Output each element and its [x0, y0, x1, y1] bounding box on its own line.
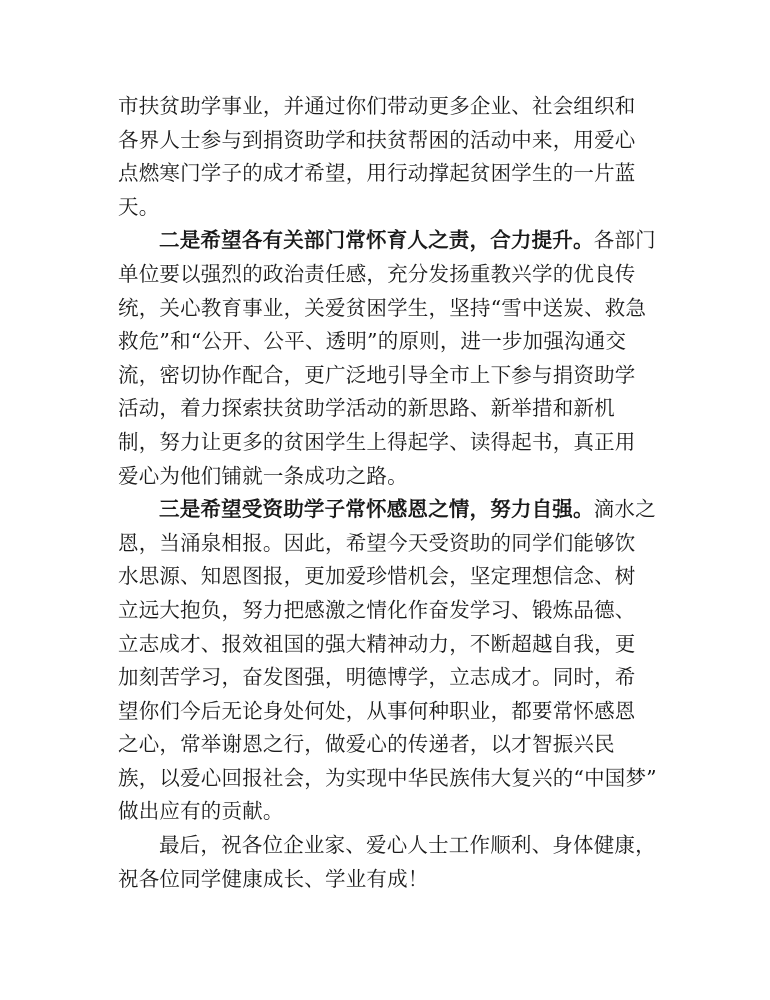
paragraph [118, 224, 656, 493]
text-line: 恩，当涌泉相报。因此，希望今天受资助的同学们能够饮 [118, 530, 636, 555]
paragraph [118, 829, 656, 896]
text-line: 做出应有的贡献。 [118, 799, 284, 824]
text-line: 望你们今后无论身处何处，从事何种职业，都要常怀感恩 [118, 698, 636, 723]
text-line: 祝各位同学健康成长、学业有成！ [118, 866, 429, 891]
paragraph-lead-heading: 三是希望受资助学子常怀感恩之情，努力自强。 [159, 497, 594, 522]
text-line: 制，努力让更多的贫困学生上得起学、读得起书，真正用 [118, 429, 636, 454]
paragraph [118, 90, 652, 224]
text-line: 流，密切协作配合，更广泛地引导全市上下参与捐资助学 [118, 362, 636, 387]
text-line: 统，关心教育事业，关爱贫困学生，坚持“雪中送炭、救急 [118, 295, 647, 320]
text-line [118, 493, 656, 527]
text-line: 立志成才、报效祖国的强大精神动力，不断超越自我，更 [118, 631, 636, 656]
text-line: 立远大抱负，努力把感激之情化作奋发学习、锻炼品德、 [118, 597, 636, 622]
text-line: 加刻苦学习，奋发图强，明德博学，立志成才。同时，希 [118, 665, 636, 690]
text-line: 族，以爱心回报社会，为实现中华民族伟大复兴的“中国梦” [118, 765, 657, 790]
text-line: 市扶贫助学事业，并通过你们带动更多企业、社会组织和 [118, 94, 636, 118]
text-line [118, 224, 656, 258]
text-line: 各界人士参与到捐资助学和扶贫帮困的活动中来，用爱心 [118, 127, 636, 152]
paragraph-lead-heading: 二是希望各有关部门常怀育人之责，合力提升。 [159, 228, 594, 253]
paragraph [118, 493, 657, 829]
text-line: 之心，常举谢恩之行，做爱心的传递者，以才智振兴民 [118, 732, 615, 757]
text-line: 水思源、知恩图报，更加爱珍惜机会，坚定理想信念、树 [118, 564, 636, 589]
text-line: 救危”和“公开、公平、透明”的原则，进一步加强沟通交 [118, 329, 627, 354]
text-line: 活动，着力探索扶贫助学活动的新思路、新举措和新机 [118, 396, 615, 421]
text-line: 天。 [118, 194, 160, 219]
text-line: 点燃寒门学子的成才希望，用行动撑起贫困学生的一片蓝 [118, 161, 636, 186]
text-span: 各部门 [593, 228, 656, 253]
text-line: 单位要以强烈的政治责任感，充分发扬重教兴学的优良传 [118, 261, 636, 286]
text-line: 最后，祝各位企业家、爱心人士工作顺利、身体健康， [159, 833, 656, 858]
text-line: 爱心为他们铺就一条成功之路。 [118, 463, 408, 488]
text-span: 滴水之 [593, 497, 656, 522]
document-body [118, 90, 657, 896]
